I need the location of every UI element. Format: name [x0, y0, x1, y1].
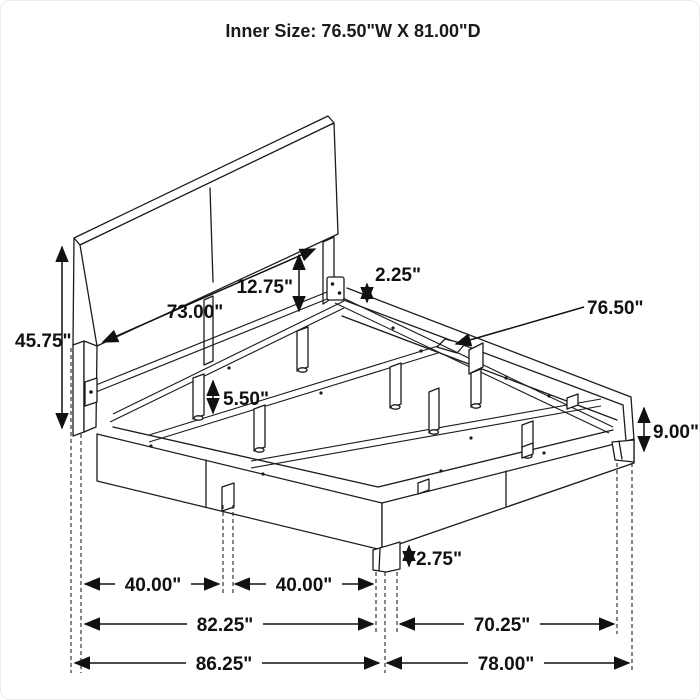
dim-label-depth-total: 86.25" — [195, 654, 253, 675]
right-leg-bracket — [327, 277, 344, 300]
headboard-left-edge — [73, 238, 74, 345]
right-corner-leg — [612, 440, 634, 462]
slat-holder — [567, 394, 578, 409]
dim-label-headboard-height: 45.75" — [15, 331, 72, 352]
bracket-hole — [338, 291, 342, 295]
dim-label-slat-rail-length: 76.50" — [587, 298, 644, 319]
diagram-canvas — [1, 1, 700, 700]
slat-rail-2-hook — [437, 339, 465, 353]
left-rail-mid-leg — [222, 483, 234, 511]
right-corner-edge — [631, 397, 634, 440]
dim-label-depth-outer: 82.25" — [196, 615, 254, 636]
dim-label-width-outer: 78.00" — [477, 654, 535, 675]
dim-label-frame-height: 9.00" — [653, 422, 699, 443]
leader-slat-rail-length — [456, 307, 584, 344]
dim-label-support-leg: 5.50" — [223, 389, 269, 410]
bracket-hole — [89, 390, 93, 394]
dim-label-rail-thickness: 2.25" — [375, 265, 421, 286]
dim-label-corner-leg: 2.75" — [416, 549, 462, 570]
bracket-hole — [331, 282, 335, 286]
dim-label-headboard-width: 73.00" — [166, 302, 224, 323]
left-rail-face — [97, 434, 382, 550]
headboard-left-leg — [73, 341, 84, 436]
slat-rail-3-bottom — [251, 406, 601, 468]
slat-rail-3-top — [251, 399, 601, 461]
diagram-title: Inner Size: 76.50"W X 81.00"D — [225, 21, 481, 41]
frame-box — [97, 288, 634, 572]
right-corner-inner-edge — [623, 405, 626, 441]
dim-label-width-between-legs: 70.25" — [473, 615, 531, 636]
dim-label-headboard-clearance: 12.75" — [236, 277, 293, 298]
dim-label-span-a: 40.00" — [124, 575, 182, 596]
dim-label-span-b: 40.00" — [275, 575, 333, 596]
